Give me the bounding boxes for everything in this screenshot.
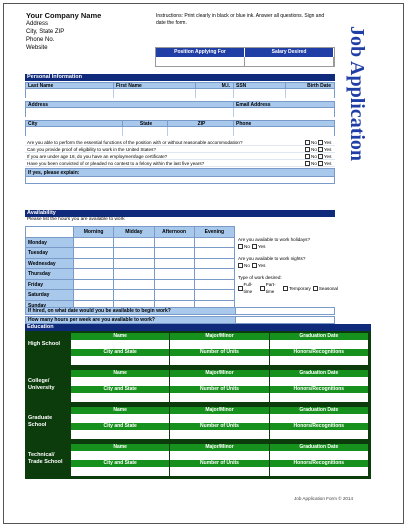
honors-header: Honors/Recognitions bbox=[270, 423, 369, 430]
yes-label: Yes bbox=[323, 146, 332, 152]
name-label-row bbox=[25, 82, 335, 89]
education-level-label: Graduate School bbox=[28, 415, 53, 428]
city-label-row bbox=[25, 120, 335, 127]
evening-header: Evening bbox=[195, 227, 234, 237]
major-field[interactable] bbox=[170, 340, 269, 349]
hours-cell[interactable] bbox=[74, 238, 114, 248]
question-text: Have you been convicted of or pleaded no contest to a felony within the last five years? bbox=[27, 161, 205, 166]
no-checkbox[interactable] bbox=[305, 161, 310, 166]
yes-label: Yes bbox=[323, 160, 332, 166]
company-address: Address bbox=[26, 21, 49, 27]
part-time-checkbox[interactable] bbox=[260, 286, 265, 291]
school-city-state-field[interactable] bbox=[71, 430, 170, 439]
question-text: Are you able to perform the essential functions of the position with or without reasonable accommodation? bbox=[27, 140, 243, 145]
education-level-label: Technical/ Trade School bbox=[28, 452, 63, 465]
explain-field[interactable] bbox=[25, 177, 335, 184]
address-label-row bbox=[25, 101, 335, 108]
education-level bbox=[25, 368, 371, 405]
hours-cell[interactable] bbox=[195, 248, 234, 258]
hours-cell[interactable] bbox=[114, 269, 154, 279]
yes-label: Yes bbox=[323, 153, 332, 159]
grad-date-field[interactable] bbox=[270, 340, 369, 349]
grad-date-field[interactable] bbox=[270, 377, 369, 386]
company-block bbox=[26, 12, 101, 52]
hours-cell[interactable] bbox=[195, 290, 234, 300]
city-field-row bbox=[25, 127, 335, 136]
full-time-checkbox[interactable] bbox=[238, 286, 243, 291]
mi-field[interactable] bbox=[196, 89, 234, 98]
begin-date-row bbox=[25, 307, 335, 315]
birth-date-label: Birth Date bbox=[307, 83, 331, 89]
hours-cell[interactable] bbox=[155, 269, 195, 279]
first-name-field[interactable] bbox=[114, 89, 196, 98]
honors-field[interactable] bbox=[270, 393, 369, 402]
yes-checkbox[interactable] bbox=[318, 154, 323, 159]
company-website: Website bbox=[26, 45, 48, 51]
honors-field[interactable] bbox=[270, 430, 369, 439]
question-row bbox=[25, 146, 335, 153]
yes-checkbox[interactable] bbox=[318, 140, 323, 145]
hours-cell[interactable] bbox=[155, 290, 195, 300]
application-page bbox=[3, 3, 404, 524]
yes-checkbox[interactable] bbox=[318, 161, 323, 166]
address-label: Address bbox=[26, 102, 234, 107]
page-title: Job Application bbox=[346, 26, 368, 162]
zip-label: ZIP bbox=[168, 121, 234, 126]
question-text: Can you provide proof of eligibility to work in the United States? bbox=[27, 147, 156, 152]
day-label: Friday bbox=[26, 280, 74, 290]
school-city-state-field[interactable] bbox=[71, 467, 170, 476]
no-label: No bbox=[311, 139, 317, 145]
hours-cell[interactable] bbox=[114, 259, 154, 269]
birth-date-field[interactable] bbox=[286, 89, 334, 98]
ssn-field[interactable] bbox=[234, 89, 286, 98]
personal-info-section-header: Personal Information bbox=[25, 74, 335, 81]
no-label: No bbox=[311, 160, 317, 166]
holidays-no-checkbox[interactable] bbox=[238, 244, 243, 249]
name-header: Name bbox=[71, 333, 170, 340]
question-row bbox=[25, 153, 335, 160]
explain-label: If yes, please explain: bbox=[25, 168, 335, 177]
units-field[interactable] bbox=[170, 430, 269, 439]
begin-date-field[interactable] bbox=[236, 308, 334, 314]
grad-date-field[interactable] bbox=[270, 451, 369, 460]
major-field[interactable] bbox=[170, 377, 269, 386]
grad-date-header: Graduation Date bbox=[270, 370, 369, 377]
work-type-label: Type of work desired: bbox=[238, 275, 282, 280]
yes-label: Yes bbox=[257, 263, 266, 268]
education-level-label: High School bbox=[28, 341, 61, 347]
temporary-checkbox[interactable] bbox=[283, 286, 288, 291]
hours-cell[interactable] bbox=[195, 238, 234, 248]
no-label: No bbox=[244, 263, 250, 268]
hours-cell[interactable] bbox=[114, 238, 154, 248]
morning-header: Morning bbox=[74, 227, 114, 237]
hours-cell[interactable] bbox=[74, 248, 114, 258]
hours-cell[interactable] bbox=[195, 280, 234, 290]
education-level bbox=[25, 331, 371, 368]
yes-checkbox[interactable] bbox=[318, 147, 323, 152]
grad-date-header: Graduation Date bbox=[270, 444, 369, 451]
units-header: Number of Units bbox=[170, 460, 269, 467]
hours-cell[interactable] bbox=[74, 259, 114, 269]
company-name: Your Company Name bbox=[26, 11, 102, 20]
grad-date-header: Graduation Date bbox=[270, 407, 369, 414]
no-label: No bbox=[311, 153, 317, 159]
mi-label: M.I. bbox=[196, 83, 234, 88]
hours-cell[interactable] bbox=[155, 280, 195, 290]
units-header: Number of Units bbox=[170, 423, 269, 430]
grad-date-field[interactable] bbox=[270, 414, 369, 423]
address-field[interactable] bbox=[26, 108, 234, 117]
hours-cell[interactable] bbox=[155, 259, 195, 269]
hours-cell[interactable] bbox=[74, 269, 114, 279]
name-header: Name bbox=[71, 407, 170, 414]
state-label: State bbox=[123, 121, 168, 126]
city-state-header: City and State bbox=[71, 386, 170, 393]
name-header: Name bbox=[71, 444, 170, 451]
day-label: Thursday bbox=[26, 269, 74, 279]
units-field[interactable] bbox=[170, 356, 269, 365]
honors-header: Honors/Recognitions bbox=[270, 460, 369, 467]
school-name-field[interactable] bbox=[71, 414, 170, 423]
hours-cell[interactable] bbox=[195, 269, 234, 279]
last-name-field[interactable] bbox=[26, 89, 114, 98]
ssn-label: SSN bbox=[234, 83, 286, 88]
hours-per-week-question: How many hours per week are you available to work? bbox=[26, 317, 236, 323]
honors-header: Honors/Recognitions bbox=[270, 349, 369, 356]
no-checkbox[interactable] bbox=[305, 140, 310, 145]
hours-cell[interactable] bbox=[114, 290, 154, 300]
hours-per-week-field[interactable] bbox=[236, 317, 334, 323]
hours-per-week-row bbox=[25, 316, 335, 324]
hours-cell[interactable] bbox=[74, 280, 114, 290]
no-checkbox[interactable] bbox=[305, 147, 310, 152]
page-title-container bbox=[340, 26, 370, 206]
no-checkbox[interactable] bbox=[305, 154, 310, 159]
salary-desired-header: Salary Desired bbox=[245, 48, 334, 57]
hours-cell[interactable] bbox=[155, 248, 195, 258]
no-label: No bbox=[244, 244, 250, 249]
grad-date-header: Graduation Date bbox=[270, 333, 369, 340]
major-header: Major/Minor bbox=[170, 370, 269, 377]
company-city-state-zip: City, State ZIP bbox=[26, 29, 65, 35]
instructions-text: Instructions: Print clearly in black or blue ink. Answer all questions. Sign and date the form. bbox=[156, 13, 325, 26]
begin-date-question: If hired, on what date would you be available to begin work? bbox=[26, 308, 236, 314]
school-name-field[interactable] bbox=[71, 340, 170, 349]
zip-field[interactable] bbox=[168, 127, 234, 136]
yes-label: Yes bbox=[257, 244, 266, 249]
part-time-label: Part-time bbox=[265, 282, 276, 294]
day-label: Monday bbox=[26, 238, 74, 248]
last-name-label: Last Name bbox=[26, 83, 114, 88]
question-row bbox=[25, 139, 335, 146]
availability-table bbox=[25, 226, 235, 312]
email-label: Email Address bbox=[236, 102, 271, 108]
honors-header: Honors/Recognitions bbox=[270, 386, 369, 393]
footer-text: Job Application Form © 2014 bbox=[294, 496, 354, 501]
honors-field[interactable] bbox=[270, 467, 369, 476]
seasonal-label: Seasonal bbox=[318, 285, 338, 291]
school-name-field[interactable] bbox=[71, 451, 170, 460]
no-label: No bbox=[311, 146, 317, 152]
nights-question: Are you available to work nights? bbox=[238, 256, 306, 261]
availability-section-header: Availability bbox=[25, 210, 335, 217]
state-field[interactable] bbox=[123, 127, 168, 136]
seasonal-checkbox[interactable] bbox=[313, 286, 318, 291]
school-name-field[interactable] bbox=[71, 377, 170, 386]
email-field[interactable] bbox=[234, 108, 334, 117]
city-state-header: City and State bbox=[71, 460, 170, 467]
education-level-label: College/ University bbox=[28, 378, 55, 391]
temporary-label: Temporary bbox=[289, 285, 311, 291]
city-label: City bbox=[26, 121, 123, 126]
holidays-question: Are you available to work holidays? bbox=[238, 237, 311, 242]
major-header: Major/Minor bbox=[170, 407, 269, 414]
holidays-yes-checkbox[interactable] bbox=[252, 244, 257, 249]
major-field[interactable] bbox=[170, 414, 269, 423]
school-city-state-field[interactable] bbox=[71, 356, 170, 365]
phone-field[interactable] bbox=[234, 127, 334, 136]
city-state-header: City and State bbox=[71, 349, 170, 356]
position-table bbox=[155, 47, 335, 67]
education-section-header: Education bbox=[25, 324, 371, 331]
hours-cell[interactable] bbox=[195, 259, 234, 269]
units-header: Number of Units bbox=[170, 349, 269, 356]
question-row bbox=[25, 160, 335, 167]
nights-yes-checkbox[interactable] bbox=[252, 263, 257, 268]
school-city-state-field[interactable] bbox=[71, 393, 170, 402]
hours-cell[interactable] bbox=[74, 290, 114, 300]
units-header: Number of Units bbox=[170, 386, 269, 393]
name-header: Name bbox=[71, 370, 170, 377]
hours-cell[interactable] bbox=[155, 238, 195, 248]
yes-label: Yes bbox=[323, 139, 332, 145]
day-label: Sunday bbox=[26, 301, 74, 312]
education-level bbox=[25, 442, 371, 479]
salary-desired-field[interactable] bbox=[245, 57, 334, 66]
city-field[interactable] bbox=[26, 127, 123, 136]
name-field-row bbox=[25, 89, 335, 98]
day-label: Tuesday bbox=[26, 248, 74, 258]
day-label: Saturday bbox=[26, 290, 74, 300]
full-time-label: Full-time bbox=[243, 282, 253, 294]
hours-cell[interactable] bbox=[114, 248, 154, 258]
phone-label: Phone bbox=[236, 121, 252, 127]
units-field[interactable] bbox=[170, 467, 269, 476]
availability-intro: Please list the hours you are available to work bbox=[27, 217, 125, 222]
day-label: Wednesday bbox=[26, 259, 74, 269]
major-field[interactable] bbox=[170, 451, 269, 460]
education-block bbox=[25, 331, 371, 479]
availability-options bbox=[238, 236, 338, 295]
nights-no-checkbox[interactable] bbox=[238, 263, 243, 268]
major-header: Major/Minor bbox=[170, 444, 269, 451]
city-state-header: City and State bbox=[71, 423, 170, 430]
units-field[interactable] bbox=[170, 393, 269, 402]
hours-cell[interactable] bbox=[114, 280, 154, 290]
position-applying-field[interactable] bbox=[156, 57, 245, 66]
first-name-label: First Name bbox=[114, 83, 196, 88]
address-field-row bbox=[25, 108, 335, 117]
position-applying-header: Position Applying For bbox=[156, 48, 245, 57]
major-header: Major/Minor bbox=[170, 333, 269, 340]
midday-header: Midday bbox=[114, 227, 154, 237]
education-level bbox=[25, 405, 371, 442]
afternoon-header: Afternoon bbox=[155, 227, 195, 237]
question-text: If you are under age 18, do you have an employment/age certificate? bbox=[27, 154, 168, 159]
honors-field[interactable] bbox=[270, 356, 369, 365]
company-phone: Phone No. bbox=[26, 37, 55, 43]
